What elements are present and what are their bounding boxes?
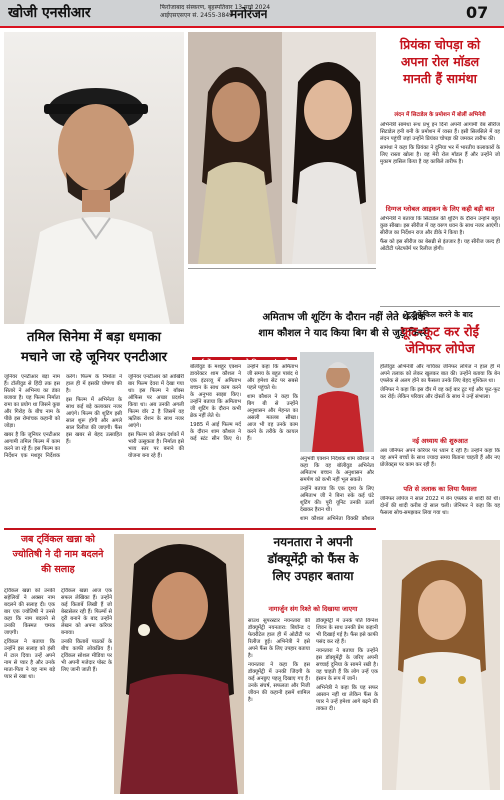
amitabh-paragraph: अनुभवी एक्शन निर्देशक शाम कौशल ने कहा कि वह बॉलीवुड अभिनेता अमिताभ बच्चन के अनुशासन और समर्पण को कभी नहीं भूल सकते। xyxy=(300,456,374,483)
jennifer-headline-line2: जेनिफर लोपेज xyxy=(405,342,475,357)
twinkle-paragraph: ट्विंकल खन्ना को उनकी सहेलियों ने अक्सर नाम बदलने की सलाह दी। एक बार एक ज्योतिषी ने उनसे कहा कि नाम बदलने से उनकी किस्मत चमक जाएगी। xyxy=(4,588,55,636)
twinkle-headline-line1: जब ट्विंकल खन्ना को xyxy=(20,534,96,545)
jennifer-paragraph: जेनिफर ने कहा कि इस दौर में वह कई बार टूट गईं और फूट-फूट कर रोईं। लेकिन परिवार और दोस्तों के साथ ने उन्हें संभाला। xyxy=(380,387,500,400)
samantha-body-1 xyxy=(380,122,500,202)
jennifer-body-2 xyxy=(380,448,500,482)
nayanthara-headline xyxy=(248,534,378,602)
samantha-body-2 xyxy=(380,216,500,302)
amitabh-box-title xyxy=(192,350,310,360)
samantha-paragraph: अभिनेत्री ने बताया कि सिटाडेल की शूटिंग के दौरान उन्होंने बहुत कुछ सीखा। इस सीरीज में वह वरुण धवन के साथ नजर आएंगी। सीरीज का निर्देशन राज और डीके ने किया है। xyxy=(380,216,500,236)
ntr-portrait-illustration xyxy=(4,32,184,324)
nayanthara-illustration xyxy=(114,534,244,794)
samantha-paragraph: फैंस को इस सीरीज का बेसब्री से इंतजार है। यह सीरीज जल्द ही ओटीटी प्लेटफॉर्म पर रिलीज होगी। xyxy=(380,239,500,252)
jennifer-subhead-2: पति से तलाक का लिया फैसला xyxy=(403,485,477,493)
nayanthara-subhead: नागार्जुन संग रिश्ते को दिखाया जाएगा xyxy=(268,605,358,613)
amitabh-illustration xyxy=(300,352,374,452)
ntr-paragraph: जूनियर एनटीआर बड़ा नाम हैं। टॉलीवुड से हिंदी तक इस सितारे ने अभिनय का डंका बजाया है। यह फिल्म निर्माता रामा का प्रयोग था जिसने कुछ और गिरोह के बीच नाम के पीछे इस रोमांचक कहानी को जोड़ा। xyxy=(4,374,60,429)
nayanthara-headline-line3: लिए उपहार बताया xyxy=(272,569,354,583)
twinkle-paragraph: उनकी किताबें पाठकों के बीच काफी लोकप्रिय हैं। ट्विंकल सोशल मीडिया पर भी अपनी मजेदार पोस्ट के लिए जानी जाती हैं। xyxy=(61,639,112,673)
amitabh-photo xyxy=(300,352,374,452)
two-actresses-illustration xyxy=(188,32,376,264)
jennifer-paragraph: हॉलीवुड अभिनेत्री और गायिका जेनिफर लोपेज ने हाल ही में अपने तलाक को लेकर खुलकर बात की। उन्होंने बताया कि बेन एफ्लेक से अलग होने का फैसला उनके लिए बेहद मुश्किल था। xyxy=(380,364,500,384)
dateline-text: फिरोजाबाद संस्करण, बृहस्पतिवार 13 मार्च 2024 xyxy=(160,4,271,11)
page-number: 07 xyxy=(466,3,489,22)
jennifer-paragraph: जेनिफर लोपेज ने साल 2022 में बेन एफ्लेक से शादी की थी। दोनों की शादी करीब दो साल चली। जेनिफर ने कहा कि यह फैसला सोच-समझकर लिया गया था। xyxy=(380,496,500,516)
ntr-paragraph: खबर है कि जूनियर एनटीआर आगामी तमिल फिल्म में काम करने जा रहे हैं। इस फिल्म का निर्देशन एक मशहूर निर्देशक करेंगे। फिल्म के निर्माता ने हाल ही में इसकी घोषणा की है। xyxy=(4,374,122,459)
newspaper-logo: खोजी एनसीआर xyxy=(8,5,91,21)
twinkle-headline-line2: ज्योतिषी ने दी नाम बदलने xyxy=(12,549,104,560)
twinkle-paragraph: ट्विंकल ने बताया कि उन्होंने इस सलाह को हंसी में टाल दिया। उन्हें अपने नाम से प्यार है और उनके माता-पिता ने यह नाम बड़े प्यार से रखा था। xyxy=(4,639,55,680)
samantha-paragraph: अभिनेत्री सामंथा रूथ प्रभु इन दिनों अपनी आगामी वेब सीरीज सिटाडेल हनी बनी के प्रमोशन में व्यस्त हैं। इसी सिलसिले में वह लंदन पहुंचीं जहां उन्होंने प्रियंका चोपड़ा की जमकर तारीफ की। xyxy=(380,122,500,142)
twinkle-headline xyxy=(4,532,112,584)
ntr-headline-line2: मचाने जा रहे जूनियर एनटीआर xyxy=(21,350,167,365)
samantha-subhead: दिग्गज ग्लोबल आइकन के लिए कही बड़ी बात xyxy=(385,205,495,213)
jennifer-headline-line1: फूट-फूट कर रोईं xyxy=(401,325,479,340)
samantha-headline-line1: प्रियंका चोपड़ा को xyxy=(399,37,481,52)
jennifer-body-3 xyxy=(380,496,500,536)
nayanthara-paragraph: डॉक्यूमेंट्री में उनके पति विग्नेश शिवन के साथ उनकी प्रेम कहानी भी दिखाई गई है। फैंस इसे काफी पसंद कर रहे हैं। xyxy=(316,618,378,645)
jennifer-paragraph: अब जेनिफर अपने करियर पर ध्यान दे रही हैं। उन्होंने कहा कि वह अपने बच्चों के साथ ज्यादा समय बिताना चाहती हैं और नए प्रोजेक्ट्स पर काम कर रही हैं। xyxy=(380,448,500,468)
jennifer-kicker: टूट फेंकिल करने के बाद xyxy=(407,310,473,319)
ntr-photo xyxy=(4,32,184,324)
nayanthara-body xyxy=(248,618,378,794)
ntr-headline xyxy=(4,328,184,372)
masthead xyxy=(0,0,504,26)
samantha-headline xyxy=(380,36,500,106)
ntr-paragraph: इस फिल्म में अभिनेता के साथ कई बड़े कलाकार नजर आएंगे। फिल्म की शूटिंग इसी साल शुरू होगी और अगले साल रिलीज की जाएगी। फैंस इस खबर से बेहद उत्साहित हैं। xyxy=(66,397,122,445)
jennifer-subhead-1: नई अध्याय की शुरुआत xyxy=(412,437,468,445)
twinkle-paragraph: ट्विंकल खन्ना आज एक सफल लेखिका हैं। उन्होंने कई किताबें लिखी हैं जो बेस्टसेलर रही हैं। फिल्मों से दूरी बनाने के बाद उन्होंने लेखन को अपना करियर बनाया। xyxy=(61,588,112,636)
twinkle-body xyxy=(4,588,112,794)
amitabh-paragraph: बॉलीवुड के मशहूर एक्शन डायरेक्टर शाम कौशल ने एक इंटरव्यू में अमिताभ बच्चन के साथ काम करने के अनुभव साझा किए। उन्होंने बताया कि अमिताभ जी शूटिंग के दौरान कभी ब्रेक नहीं लेते थे। xyxy=(190,364,241,419)
section-rule xyxy=(4,528,376,530)
amitabh-body-2 xyxy=(300,456,374,522)
samantha-kicker: लंदन में सिटाडेल के प्रमोशन में बोलीं अभिनेत्री xyxy=(394,112,486,118)
issn-text: आईएसएसएन सं. 2455-3849 xyxy=(160,12,233,19)
jennifer-body-1 xyxy=(380,364,500,434)
amitabh-headline-line2: शाम कौशल ने याद किया बिग बी से जुड़े किस्से xyxy=(258,328,430,339)
jennifer-photo xyxy=(382,540,500,790)
header-rule xyxy=(0,26,504,28)
samantha-headline-line3: मानती हैं सामंथा xyxy=(403,71,477,86)
amitabh-paragraph: उन्होंने बताया कि एक दृश्य के लिए अमिताभ जी ने बिना रुके कई घंटे शूटिंग की। पूरी यूनिट उनकी ऊर्जा देखकर हैरान थी। xyxy=(300,486,374,513)
amitabh-paragraph: शाम कौशल ने कहा कि बिग बी से उन्होंने अनुशासन और मेहनत का असली मतलब सीखा। आज भी वह उनके काम करने के तरीके के कायल हैं। xyxy=(247,394,298,442)
samantha-headline-line2: अपना रोल मॉडल xyxy=(400,54,480,69)
ntr-article-body xyxy=(4,374,184,522)
amitabh-paragraph: 1985 में आई फिल्म मर्द के दौरान शाम कौशल ने कई स्टंट सीन किए थे। उन्होंने कहा कि अमिताभ जी समय के बहुत पाबंद थे और हमेशा सेट पर सबसे पहले पहुंचते थे। xyxy=(190,364,298,442)
jennifer-headline xyxy=(380,324,500,360)
priyanka-samantha-photo xyxy=(188,32,376,264)
nayanthara-paragraph: अभिनेत्री ने कहा कि यह सफर आसान नहीं था लेकिन फैंस के प्यार ने उन्हें हमेशा आगे बढ़ने की ताकत दी। xyxy=(316,685,378,712)
nayanthara-paragraph: साउथ सुपरस्टार नयनतारा की डॉक्यूमेंट्री नयनतारा: बियॉन्ड द फेयरीटेल हाल ही में ओटीटी पर रिलीज हुई। अभिनेत्री ने इसे अपने फैंस के लिए उपहार बताया है। xyxy=(248,618,310,659)
divider xyxy=(188,268,376,269)
amitabh-box-title-text xyxy=(192,357,297,360)
samantha-paragraph: सामंथा ने कहा कि प्रियंका ने दुनिया भर में भारतीय कलाकारों के लिए रास्ता खोला है। वह मेरी रोल मॉडल हैं और उन्होंने जो मुकाम हासिल किया है वह काबिले तारीफ है। xyxy=(380,145,500,165)
nayanthara-photo xyxy=(114,534,244,794)
ntr-headline-line1: तमिल सिनेमा में बड़ा धमाका xyxy=(27,330,161,345)
section-title: मनोरंजन xyxy=(230,7,268,21)
twinkle-headline-line3: की सलाह xyxy=(41,564,75,575)
ntr-paragraph: जूनियर एनटीआर को आखिरी बार फिल्म देवरा में देखा गया था। इस फिल्म ने बॉक्स ऑफिस पर अच्छा प्रदर्शन किया था। अब उनकी अगली फिल्म वॉर 2 है जिसमें वह ऋतिक रोशन के साथ नजर आएंगे। xyxy=(128,374,184,429)
jennifer-illustration xyxy=(382,540,500,790)
nayanthara-headline-line1: नयनतारा ने अपनी xyxy=(273,535,353,549)
nayanthara-headline-line2: डॉक्यूमेंट्री को फैंस के xyxy=(267,552,359,566)
amitabh-body-1 xyxy=(190,364,298,522)
nayanthara-paragraph: नयनतारा ने कहा कि इस डॉक्यूमेंट्री में उनकी जिंदगी के कई अनछुए पहलू दिखाए गए हैं। उनके संघर्ष, सफलता और निजी जीवन की कहानी इसमें शामिल है। xyxy=(248,662,310,703)
divider xyxy=(380,306,500,307)
nayanthara-paragraph: नयनतारा ने बताया कि उन्होंने इस डॉक्यूमेंट्री के जरिए अपनी सच्चाई दुनिया के सामने रखी है। वह चाहती हैं कि लोग उन्हें एक इंसान के रूप में जानें। xyxy=(316,648,378,682)
amitabh-paragraph: शाम कौशल अभिनेता विक्की कौशल xyxy=(300,516,374,522)
amitabh-headline-line1: अमिताभ जी शूटिंग के दौरान नहीं लेते थे ब्रेक xyxy=(262,312,426,323)
ntr-paragraph: इस फिल्म को लेकर दर्शकों में भारी उत्सुकता है। निर्माता इसे भव्य स्तर पर बनाने की योजना बना रहे हैं। xyxy=(128,432,184,459)
